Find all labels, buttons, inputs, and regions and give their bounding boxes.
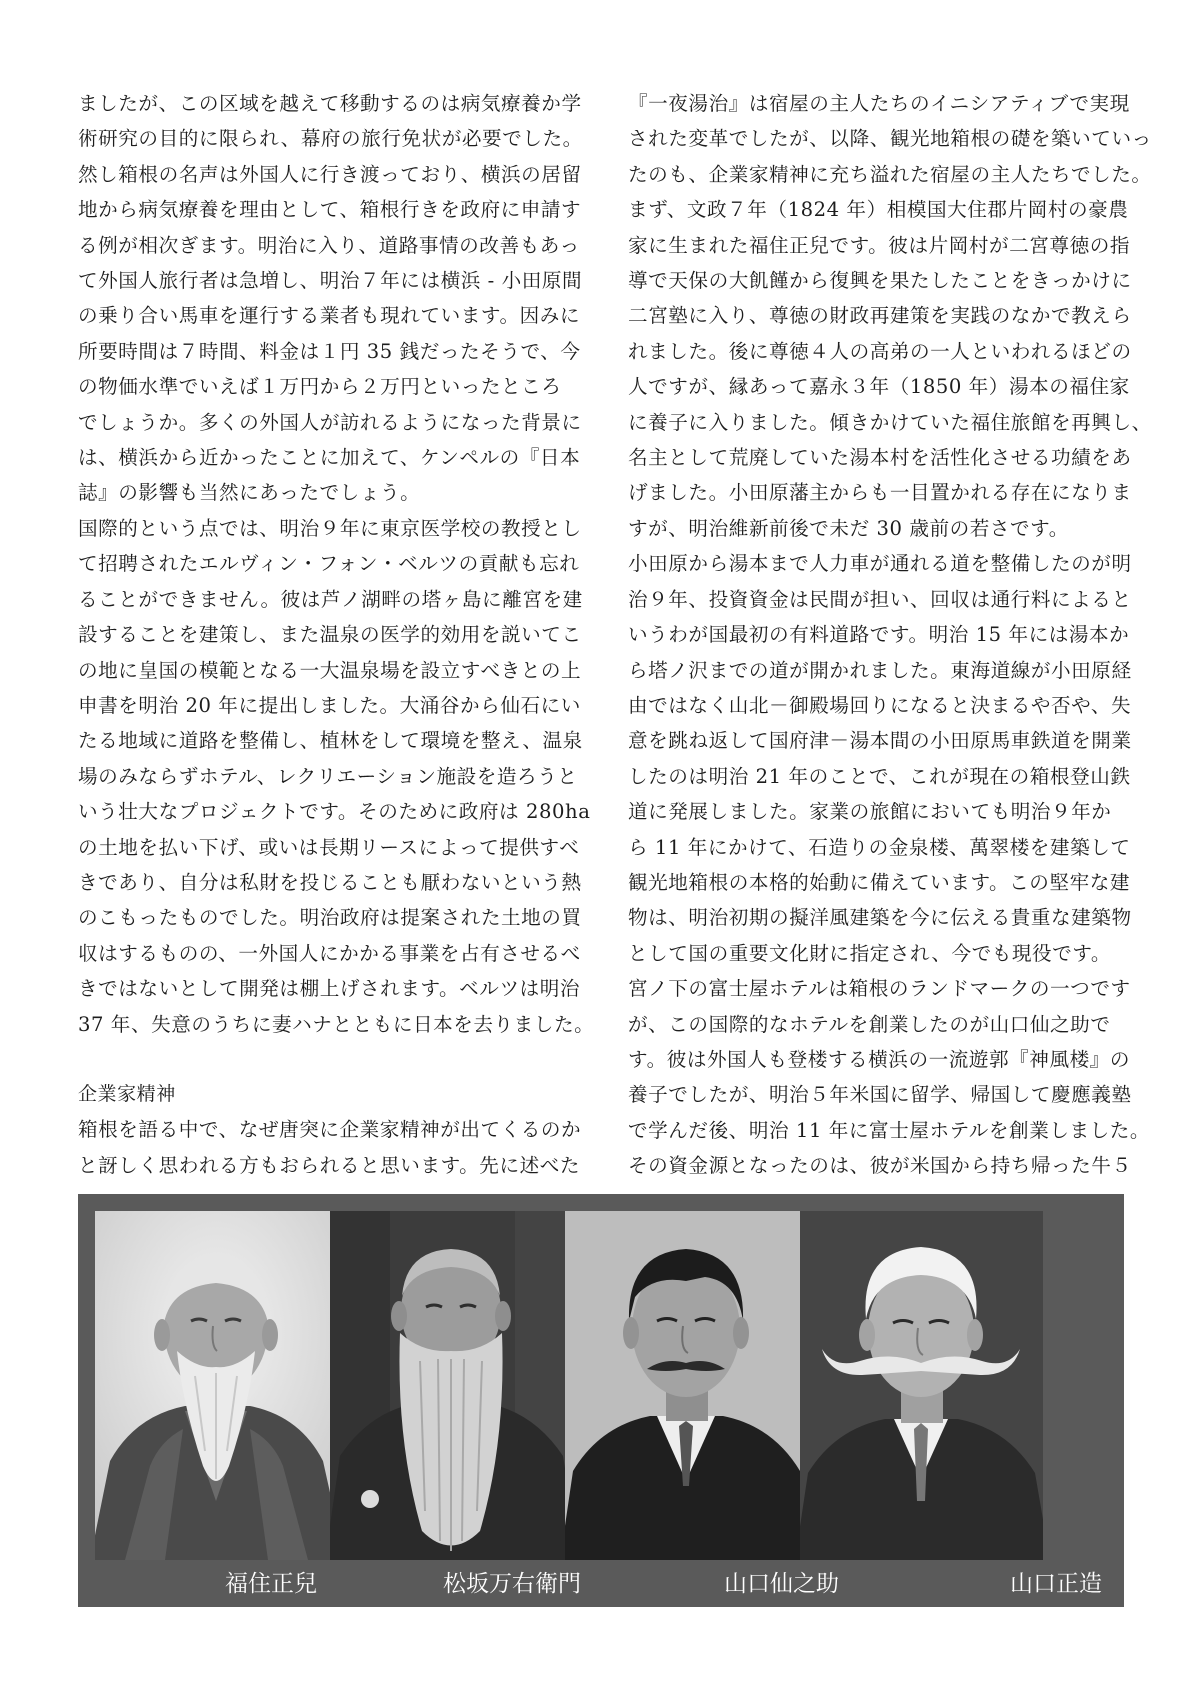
left-line-26: きではないとして開発は棚上げされます。ベルツは明治 xyxy=(78,977,581,1001)
left-line-22: の土地を払い下げ、或いは長期リースによって提供すべ xyxy=(78,835,580,859)
left-line-7: の乗り合い馬車を運行する業者も現れています。因みに xyxy=(78,304,581,328)
right-line-8: れました。後に尊徳４人の高弟の一人といわれるほどの xyxy=(628,339,1132,363)
section-heading: 企業家精神 xyxy=(78,1082,176,1105)
left-line-1: ましたが、この区域を越えて移動するのは病気療養か学 xyxy=(78,92,582,115)
left-line-3: 然し箱根の名声は外国人に行き渡っており、横浜の居留 xyxy=(78,162,582,186)
left-line-15: ることができません。彼は芦ノ湖畔の塔ヶ島に離宮を建 xyxy=(78,587,583,611)
right-line-31: その資金源となったのは、彼が米国から持ち帰った牛５ xyxy=(628,1154,1132,1178)
portrait-gallery xyxy=(78,1194,1124,1607)
right-line-27: が、この国際的なホテルを創業したのが山口仙之助で xyxy=(628,1012,1111,1036)
left-line-12: 誌』の影響も当然にあったでしょう。 xyxy=(78,481,421,505)
left-line-27: 37 年、失意のうちに妻ハナとともに日本を去りました。 xyxy=(78,1012,595,1036)
left-line-5: る例が相次ぎます。明治に入り、道路事情の改善もあっ xyxy=(78,233,580,257)
left-line-24: のこもったものでした。明治政府は提案された土地の買 xyxy=(78,906,582,930)
right-line-12: げました。小田原藩主からも一目置かれる存在になりま xyxy=(628,481,1132,505)
left-text-column xyxy=(78,86,595,1183)
right-line-15: 治９年、投資資金は民間が担い、回収は通行料によると xyxy=(628,587,1132,611)
right-line-23: 観光地箱根の本格的始動に備えています。この堅牢な建 xyxy=(628,870,1131,894)
left-line-17: の地に皇国の模範となる一大温泉場を設立すべきとの上 xyxy=(78,658,582,682)
section-line-2: と訝しく思われる方もおられると思います。先に述べた xyxy=(78,1153,581,1177)
right-line-10: に養子に入りました。傾きかけていた福住旅館を再興し、 xyxy=(628,410,1152,434)
left-line-10: でしょうか。多くの外国人が訪れるようになった背景に xyxy=(78,410,582,434)
right-line-14: 小田原から湯本まで人力車が通れる道を整備したのが明 xyxy=(628,552,1132,576)
right-line-20: したのは明治 21 年のことで、これが現在の箱根登山鉄 xyxy=(628,764,1131,788)
caption-fukuzumi: 福住正兒 xyxy=(225,1571,317,1597)
right-line-30: で学んだ後、明治 11 年に富士屋ホテルを創業しました。 xyxy=(628,1118,1151,1142)
left-line-2: 術研究の目的に限られ、幕府の旅行免状が必要でした。 xyxy=(78,127,583,151)
right-line-29: 養子でしたが、明治５年米国に留学、帰国して慶應義塾 xyxy=(628,1083,1132,1107)
left-line-18: 申書を明治 20 年に提出しました。大涌谷から仙石にい xyxy=(78,693,581,717)
right-line-24: 物は、明治初期の擬洋風建築を今に伝える貴重な建築物 xyxy=(628,906,1132,930)
right-line-9: 人ですが、縁あって嘉永３年（1850 年）湯本の福住家 xyxy=(628,375,1130,399)
section-line-1: 箱根を語る中で、なぜ唐突に企業家精神が出てくるのか xyxy=(78,1118,582,1142)
caption-yamaguchi-shozo: 山口正造 xyxy=(1010,1571,1102,1597)
right-line-4: まず、文政７年（1824 年）相模国大住郡片岡村の豪農 xyxy=(628,198,1129,222)
left-line-11: は、横浜から近かったことに加えて、ケンペルの『日本 xyxy=(78,446,581,470)
right-line-18: 由ではなく山北－御殿場回りになると決まるや否や、失 xyxy=(628,693,1132,717)
caption-matsuzaka: 松坂万右衛門 xyxy=(443,1571,581,1597)
left-line-13: 国際的という点では、明治９年に東京医学校の教授とし xyxy=(78,516,582,540)
left-line-6: て外国人旅行者は急増し、明治７年には横浜 - 小田原間 xyxy=(78,269,583,293)
left-line-14: て招聘されたエルヴィン・フォン・ベルツの貢献も忘れ xyxy=(78,552,580,576)
right-line-7: 二宮塾に入り、尊徳の財政再建策を実践のなかで教えら xyxy=(628,304,1132,328)
right-line-1: 『一夜湯治』は宿屋の主人たちのイニシアティブで実現 xyxy=(628,92,1130,115)
left-line-23: きであり、自分は私財を投じることも厭わないという熱 xyxy=(78,870,582,894)
right-line-16: いうわが国最初の有料道路です。明治 15 年には湯本か xyxy=(628,623,1130,647)
left-line-8: 所要時間は７時間、料金は１円 35 銭だったそうで、今 xyxy=(78,339,581,363)
right-line-25: として国の重要文化財に指定され、今でも現役です。 xyxy=(628,941,1112,965)
left-line-9: の物価水準でいえば１万円から２万円といったところ xyxy=(78,375,562,399)
caption-yamaguchi-sennosuke: 山口仙之助 xyxy=(724,1571,839,1597)
right-line-19: 意を跳ね返して国府津－湯本間の小田原馬車鉄道を開業 xyxy=(628,729,1132,753)
left-line-16: 設することを建策し、また温泉の医学的効用を説いてこ xyxy=(78,623,582,647)
portrait-photo-2 xyxy=(330,1211,573,1560)
portrait-photo-4 xyxy=(800,1211,1043,1560)
left-line-20: 場のみならずホテル、レクリエーション施設を造ろうと xyxy=(78,764,578,788)
right-line-21: 道に発展しました。家業の旅館においても明治９年か xyxy=(628,800,1112,824)
right-line-11: 名主として荒廃していた湯本村を活性化させる功績をあ xyxy=(628,446,1132,470)
portrait-photo-3 xyxy=(565,1211,808,1560)
left-line-21: いう壮大なプロジェクトです。そのために政府は 280ha xyxy=(78,800,591,824)
right-line-26: 宮ノ下の富士屋ホテルは箱根のランドマークの一つです xyxy=(628,977,1131,1001)
left-line-19: たる地域に道路を整備し、植林をして環境を整え、温泉 xyxy=(78,729,583,753)
right-line-28: す。彼は外国人も登楼する横浜の一流遊郭『神風楼』の xyxy=(628,1047,1131,1071)
right-line-3: たのも、企業家精神に充ち溢れた宿屋の主人たちでした。 xyxy=(628,162,1152,186)
portrait-photo-1 xyxy=(95,1211,338,1560)
left-line-25: 収はするものの、一外国人にかかる事業を占有させるべ xyxy=(78,941,581,965)
right-line-17: ら塔ノ沢までの道が開かれました。東海道線が小田原経 xyxy=(628,658,1132,682)
right-line-13: すが、明治維新前後で未だ 30 歳前の若さです。 xyxy=(628,516,1069,540)
right-line-2: された変革でしたが、以降、観光地箱根の礎を築いていっ xyxy=(628,127,1152,151)
right-text-column xyxy=(628,86,1152,1184)
right-line-22: ら 11 年にかけて、石造りの金泉楼、萬翠楼を建築して xyxy=(628,835,1131,859)
left-line-4: 地から病気療養を理由として、箱根行きを政府に申請す xyxy=(78,198,582,222)
right-line-5: 家に生まれた福住正兒です。彼は片岡村が二宮尊徳の指 xyxy=(628,233,1131,257)
right-line-6: 導で天保の大飢饉から復興を果たしたことをきっかけに xyxy=(628,269,1132,293)
